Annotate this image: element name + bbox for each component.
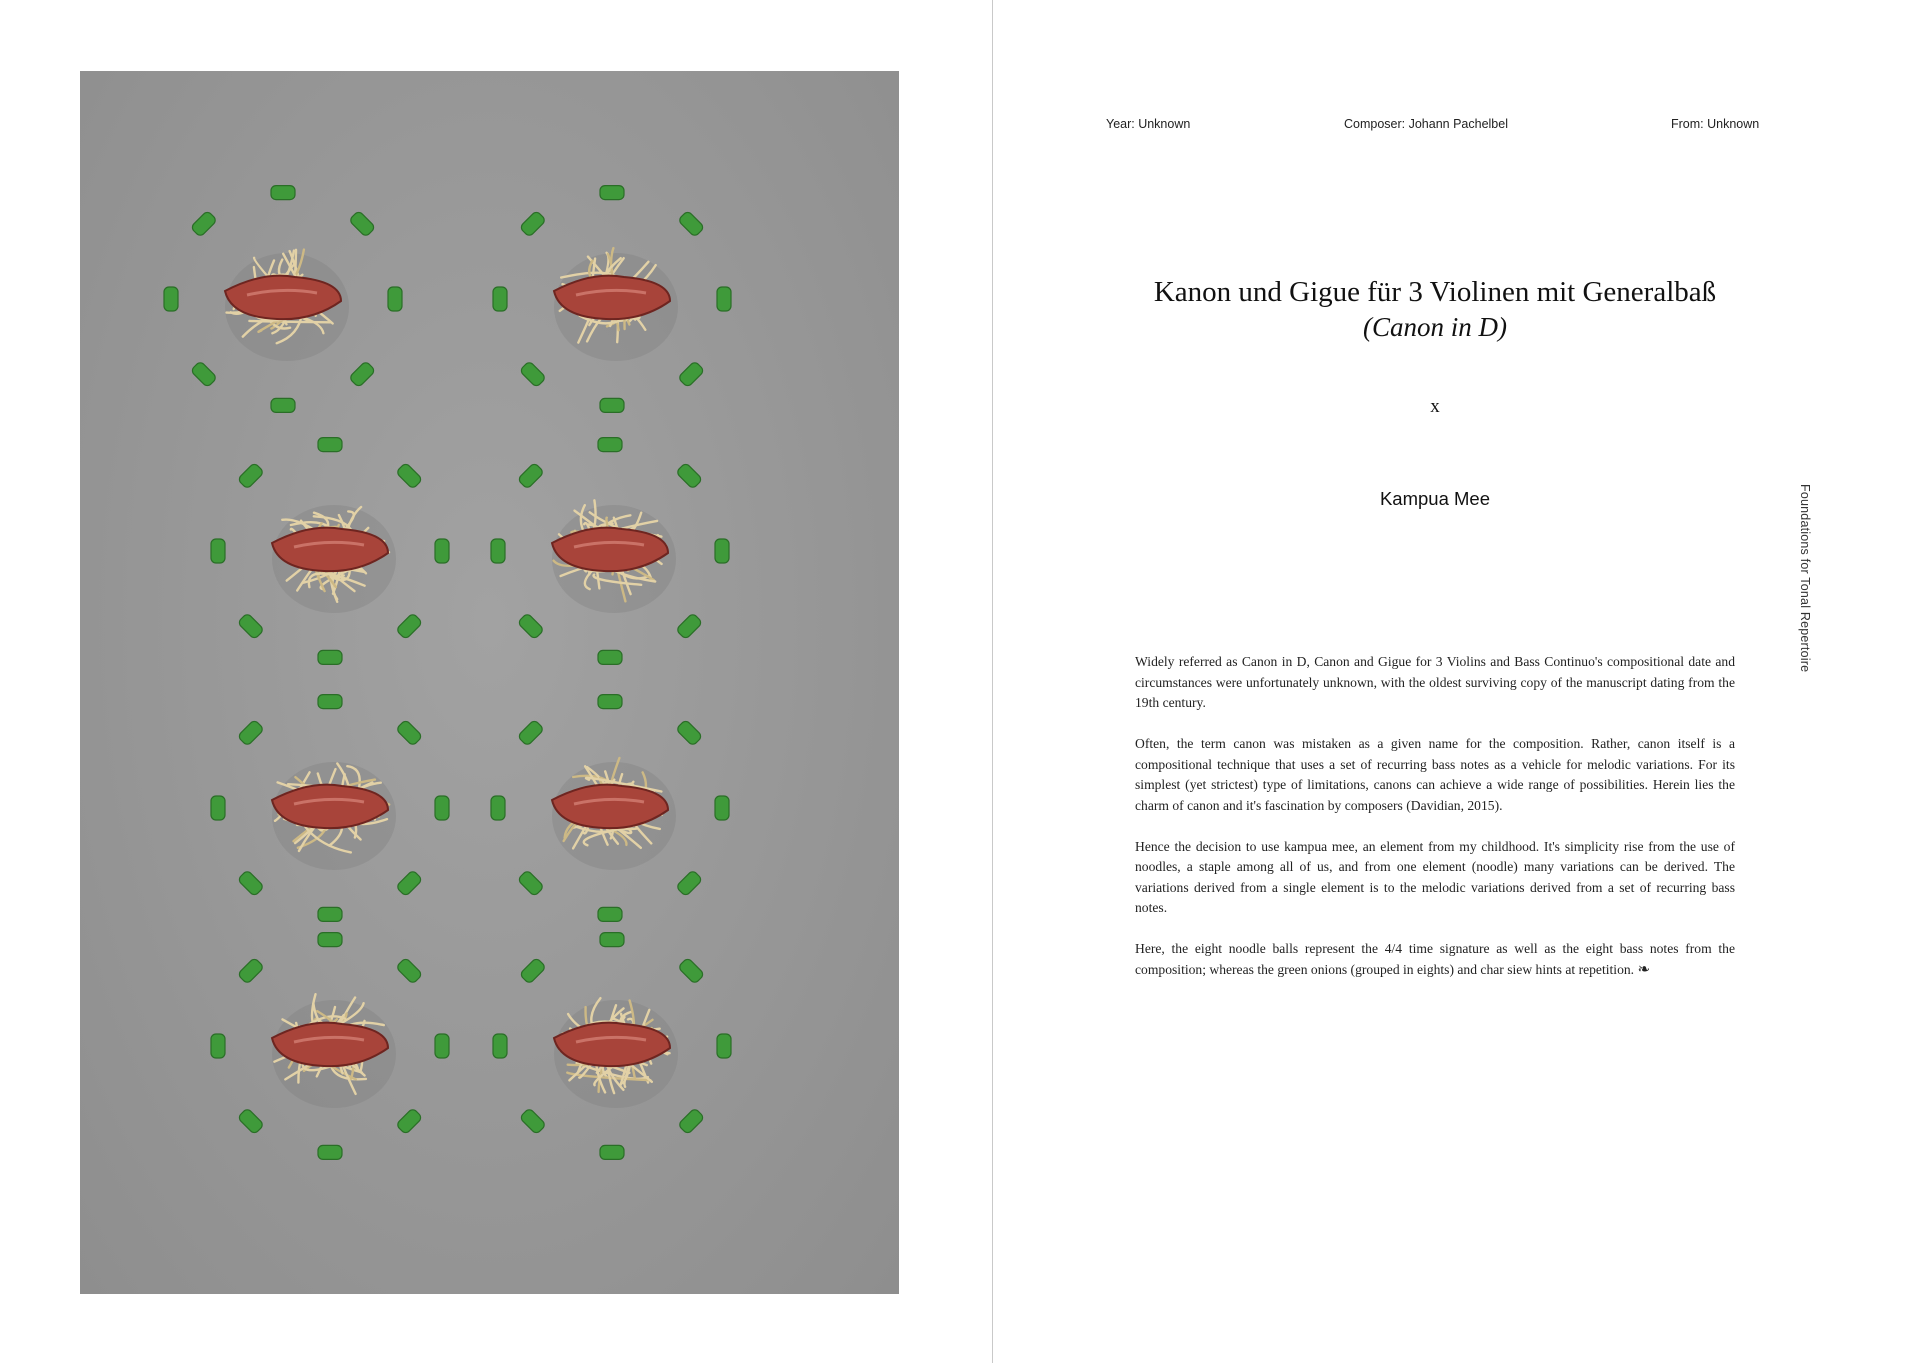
noodle-nest [211, 438, 449, 665]
green-onion-piece [715, 796, 729, 820]
green-onion-piece [676, 613, 703, 640]
paragraph-3: Hence the decision to use kampua mee, an element from my childhood. It's simplicity rise from the use of noodles, a staple among all of us, and from one element (noodle) many variations can be derived. The variations derived from a single element is to the melodic variations derived from a set of recurring bass notes. [1135, 838, 1735, 915]
noodle-nest [491, 438, 729, 665]
green-onion-piece [237, 462, 264, 489]
green-onion-piece [396, 719, 423, 746]
green-onion-piece [318, 695, 342, 709]
green-onion-piece [396, 1108, 423, 1135]
paragraph-2: Often, the term canon was mistaken as a given name for the composition. Rather, canon itself is a compositional technique that uses a set of recurring bass notes as a vehicle for melodic variations. For its simplest (yet strictest) type of limitations, canons can achieve a wide range of possibilities. Herein lies the charm of canon and it's fascination by composers (Davidian, 2015). [1135, 736, 1735, 813]
green-onion-piece [600, 398, 624, 412]
green-onion-piece [491, 539, 505, 563]
green-onion-piece [517, 613, 544, 640]
page-gutter [992, 0, 993, 1363]
green-onion-piece [435, 796, 449, 820]
green-onion-piece [396, 462, 423, 489]
green-onion-piece [598, 650, 622, 664]
green-onion-piece [598, 438, 622, 452]
green-onion-piece [678, 957, 705, 984]
green-onion-piece [211, 1034, 225, 1058]
body-text [1135, 652, 1735, 1001]
green-onion-piece [318, 933, 342, 947]
green-onion-piece [600, 186, 624, 200]
green-onion-piece [600, 933, 624, 947]
green-onion-piece [519, 1108, 546, 1135]
green-onion-piece [349, 210, 376, 237]
green-onion-piece [388, 287, 402, 311]
composition-title: Kanon und Gigue für 3 Violinen mit Generalbaß [1153, 276, 1717, 308]
green-onion-piece [517, 462, 544, 489]
green-onion-piece [678, 210, 705, 237]
green-onion-piece [598, 695, 622, 709]
green-onion-piece [598, 907, 622, 921]
green-onion-piece [211, 796, 225, 820]
paragraph-4 [1135, 939, 1735, 980]
green-onion-piece [271, 398, 295, 412]
running-side-label: Foundations for Tonal Repertoire [1798, 484, 1812, 673]
green-onion-piece [237, 957, 264, 984]
green-onion-piece [318, 907, 342, 921]
green-onion-piece [435, 539, 449, 563]
green-onion-piece [237, 719, 264, 746]
green-onion-piece [318, 1145, 342, 1159]
dish-name: Kampua Mee [1379, 488, 1491, 509]
paragraph-1: Widely referred as Canon in D, Canon and Gigue for 3 Violins and Bass Continuo's compositional date and circumstances were unfortunately unknown, with the oldest surviving copy of the manuscript dating from the 19th century. [1135, 654, 1735, 710]
green-onion-piece [517, 870, 544, 897]
composition-subtitle: (Canon in D) [1363, 312, 1507, 342]
green-onion-piece [491, 796, 505, 820]
green-onion-piece [237, 870, 264, 897]
green-onion-piece [237, 1108, 264, 1135]
green-onion-piece [600, 1145, 624, 1159]
green-onion-piece [717, 287, 731, 311]
meta-from: From: Unknown [1671, 117, 1760, 131]
green-onion-piece [678, 1108, 705, 1135]
paragraph-4-text: Here, the eight noodle balls represent the 4/4 time signature as well as the eight bass notes from the composition; whereas the green onions (grouped in eights) and char siew hints at repetition. [1135, 941, 1735, 977]
noodle-nest [493, 186, 731, 413]
green-onion-piece [396, 870, 423, 897]
green-onion-piece [519, 361, 546, 388]
green-onion-piece [519, 957, 546, 984]
green-onion-piece [349, 361, 376, 388]
noodle-nest [211, 933, 449, 1160]
green-onion-piece [318, 438, 342, 452]
green-onion-piece [517, 719, 544, 746]
meta-year: Year: Unknown [1106, 117, 1191, 131]
cross-divider: x [1430, 396, 1440, 417]
noodle-nest [164, 186, 402, 413]
green-onion-piece [190, 361, 217, 388]
kampua-mee-photo [80, 71, 899, 1294]
fleuron-end-mark: ❧ [1637, 961, 1651, 978]
green-onion-piece [717, 1034, 731, 1058]
noodle-nest [493, 933, 731, 1160]
noodle-nest [491, 695, 729, 922]
green-onion-piece [676, 870, 703, 897]
green-onion-piece [396, 613, 423, 640]
green-onion-piece [435, 1034, 449, 1058]
green-onion-piece [190, 210, 217, 237]
green-onion-piece [676, 719, 703, 746]
meta-composer: Composer: Johann Pachelbel [1344, 117, 1508, 131]
green-onion-piece [211, 539, 225, 563]
green-onion-piece [164, 287, 178, 311]
green-onion-piece [676, 462, 703, 489]
green-onion-piece [715, 539, 729, 563]
green-onion-piece [493, 1034, 507, 1058]
green-onion-piece [396, 957, 423, 984]
green-onion-piece [271, 186, 295, 200]
green-onion-piece [519, 210, 546, 237]
noodle-nest [211, 695, 449, 922]
noodle-arrangement-illustration [80, 71, 899, 1294]
green-onion-piece [237, 613, 264, 640]
green-onion-piece [493, 287, 507, 311]
green-onion-piece [678, 361, 705, 388]
green-onion-piece [318, 650, 342, 664]
